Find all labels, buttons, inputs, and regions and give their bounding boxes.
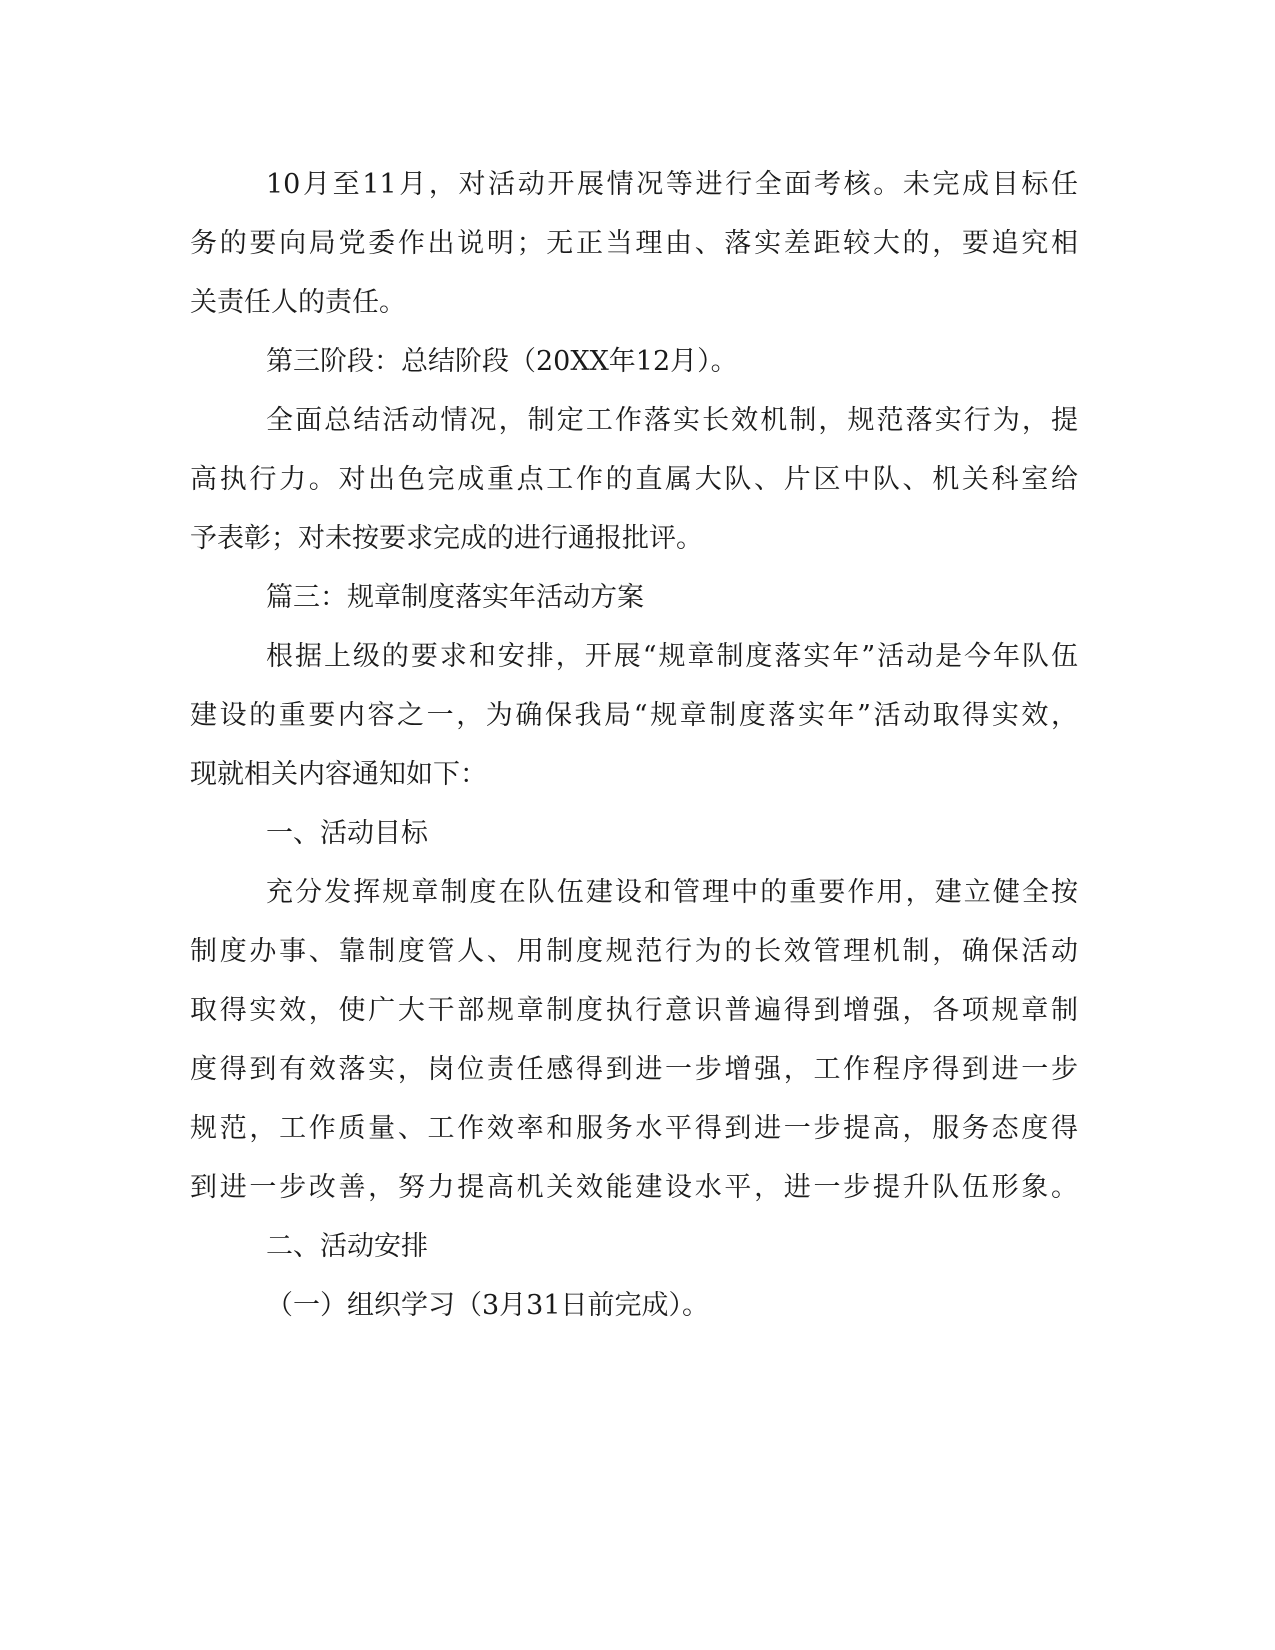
paragraph-1-line-3: 关责任人的责任。: [190, 287, 406, 318]
paragraph-7-line-2: 制度办事、靠制度管人、用制度规范行为的长效管理机制，确保活动: [190, 936, 1078, 967]
paragraph-5-line-2: 建设的重要内容之一，为确保我局“规章制度落实年”活动取得实效，: [190, 700, 1078, 731]
paragraph-5-line-1: 根据上级的要求和安排，开展“规章制度落实年”活动是今年队伍: [266, 641, 1078, 672]
subheading-organize-study: （一）组织学习（3月31日前完成）。: [266, 1290, 710, 1321]
heading-activity-goal: 一、活动目标: [266, 818, 428, 849]
heading-activity-arrangement: 二、活动安排: [266, 1231, 428, 1262]
paragraph-5-line-3: 现就相关内容通知如下：: [190, 759, 487, 790]
paragraph-3-line-3: 予表彰；对未按要求完成的进行通报批评。: [190, 523, 703, 554]
paragraph-1-line-1: 10月至11月，对活动开展情况等进行全面考核。未完成目标任: [266, 169, 1078, 200]
paragraph-7-line-1: 充分发挥规章制度在队伍建设和管理中的重要作用，建立健全按: [266, 877, 1078, 908]
section-title: 篇三：规章制度落实年活动方案: [266, 582, 644, 613]
paragraph-7-line-4: 度得到有效落实，岗位责任感得到进一步增强，工作程序得到进一步: [190, 1054, 1078, 1085]
paragraph-2-line-1: 第三阶段：总结阶段（20XX年12月）。: [266, 346, 738, 377]
paragraph-7-line-3: 取得实效，使广大干部规章制度执行意识普遍得到增强，各项规章制: [190, 995, 1078, 1026]
paragraph-7-line-6: 到进一步改善，努力提高机关效能建设水平，进一步提升队伍形象。: [190, 1172, 1078, 1203]
paragraph-3-line-1: 全面总结活动情况，制定工作落实长效机制，规范落实行为，提: [266, 405, 1078, 436]
paragraph-3-line-2: 高执行力。对出色完成重点工作的直属大队、片区中队、机关科室给: [190, 464, 1078, 495]
paragraph-1-line-2: 务的要向局党委作出说明；无正当理由、落实差距较大的，要追究相: [190, 228, 1078, 259]
paragraph-7-line-5: 规范，工作质量、工作效率和服务水平得到进一步提高，服务态度得: [190, 1113, 1078, 1144]
